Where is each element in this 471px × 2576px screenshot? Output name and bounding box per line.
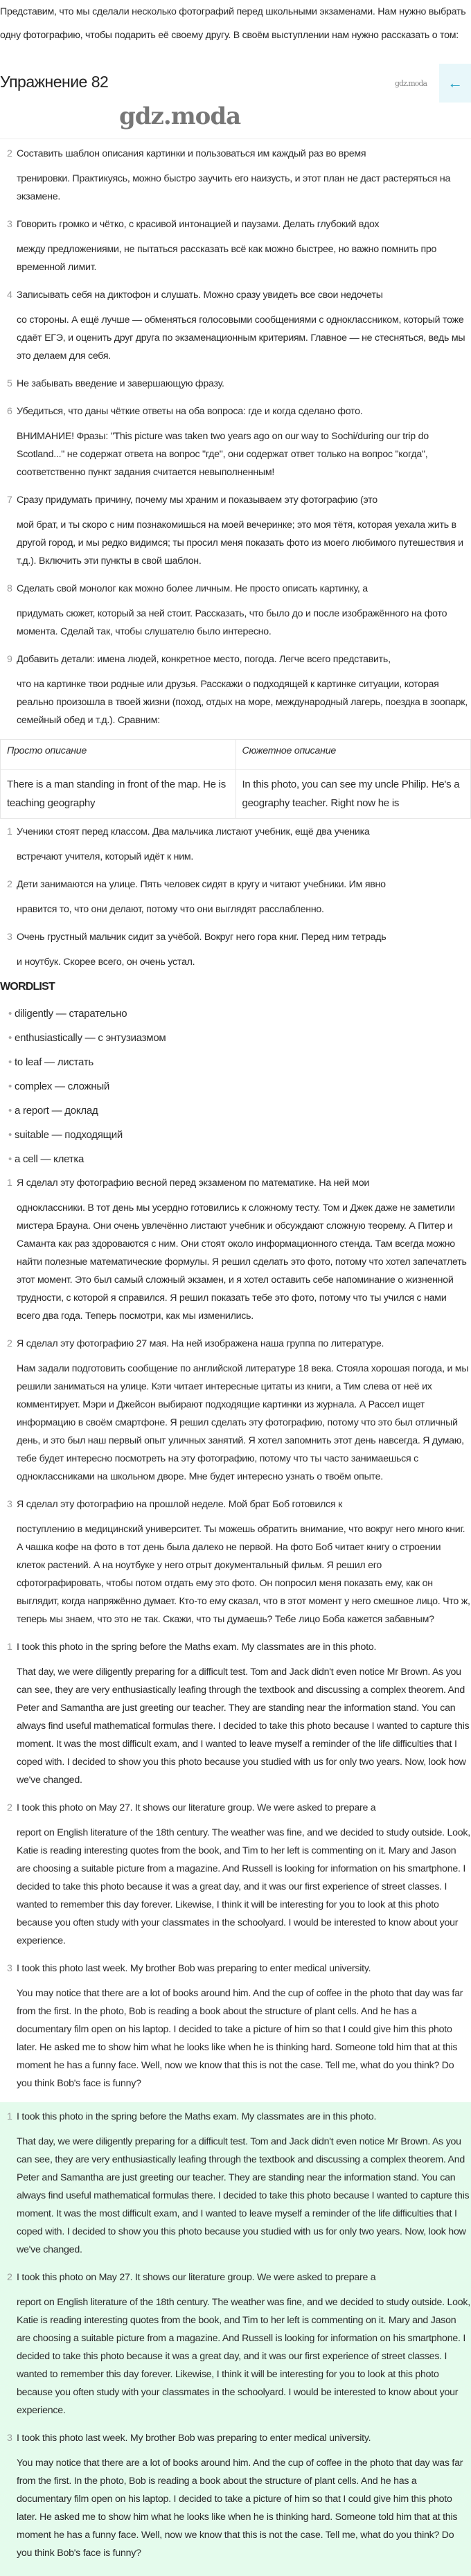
item-text: поступлению в медицинский университет. Ты можешь обратить внимание, что вокруг него много книг. А чашка кофе на фото в тот день была далеко не первой. На фото Боб читает книгу о строении клеток растений. А на ноутбуке у него отрыт документальный фильм. Я решил его сфотографировать, чтобы потом отдать ему это фото. Он попросил меня показать ему, как он выглядит, когда напряжённо думает. Кто-то ему сказал, что в этот момент у него смешное лицо. Что ж, теперь мы знаем, что это не так. Скажи, что ты думаешь? Тебе лицо Боба кажется забавным? (17, 1524, 470, 1625)
item-text: You may notice that there are a lot of books around him. And the cup of coffee in the photo that day was far from the first. In the photo, Bob is reading a book about the structure of plant cells. And he has a documentary film open on his laptop. I decided to take a picture of him so that I could give him this photo later. He asked me to show him what he looks like when he is thinking hard. Someone told him that at this moment he has a funny face. Well, now we know that this is not the case. Tell me, what do you think? Do you think Bob's face is funny? (17, 2458, 463, 2559)
wordlist-entry: complex — сложный (15, 1081, 110, 1092)
bullet-icon: • (8, 1153, 12, 1165)
tips-list (0, 145, 471, 729)
answers-english-highlighted (0, 2102, 471, 2576)
item-number: 2 (7, 879, 12, 890)
wordlist-entry: a cell — клетка (15, 1153, 85, 1165)
list-item (0, 876, 471, 918)
bullet-icon: • (8, 1081, 12, 1092)
item-first-line: Говорить громко и чётко, с красивой интонацией и паузами. Делать глубокий вдох (17, 219, 380, 230)
list-item (0, 2108, 471, 2259)
wordlist-title: WORDLIST (0, 981, 55, 993)
item-number: 2 (7, 148, 12, 159)
item-first-line: Сразу придумать причину, почему мы храним и показываем эту фотографию (это (17, 495, 377, 506)
list-item (0, 1335, 471, 1486)
item-first-line: I took this photo in the spring before the Maths exam. My classmates are in this photo. (17, 1642, 377, 1653)
item-text: нравится то, что они делают, потому что они выглядят расслабленно. (17, 904, 324, 915)
item-first-line: Я сделал эту фотографию на прошлой неделе. Мой брат Боб готовился к (17, 1499, 343, 1510)
wordlist-entry: to leaf — листать (15, 1056, 94, 1068)
item-number: 5 (7, 378, 12, 389)
item-text: одноклассники. В тот день мы усердно готовились к сложному тесту. Том и Джек даже не заметили мистера Брауна. Они очень увлечённо листают учебник и обсуждают сложную теорему. А Питер и Саманта как раз здороваются с ним. Они стоят около информационного стенда. Там всегда можно найти полезные математические формулы. Я решил сделать это фото, потому что хотел запечатлеть этот момент. Это был самый сложный экзамен, и я хотел оставить себе напоминание о жизненной трудности, с которой я справился. Я решил показать тебе это фото, потому что ты учился с нами всего два года. Теперь посмотри, как мы изменились. (17, 1202, 467, 1322)
list-item (0, 928, 471, 971)
item-first-line: I took this photo on May 27. It shows our literature group. We were asked to prepare a (17, 1802, 376, 1813)
list-item (0, 1799, 471, 1950)
item-text: report on English literature of the 18th century. The weather was fine, and we decided to study outside. Look, Katie is reading interesting quotes from the book, and Tim to her left is commenting on it. Mary and Jason are choosing a suitable picture from a magazine. And Russell is looking for information on his smartphone. I decided to take this photo because it was a great day, and it was our first experience of street classes. I wanted to remember this day forever. Likewise, I think it will be interesting for you to look at this photo because you often study with your classmates in the schoolyard. I would be interested to know about your experience. (17, 2297, 470, 2416)
item-number: 3 (7, 2433, 12, 2444)
wordlist-item (8, 1074, 471, 1099)
wordlist-entry: suitable — подходящий (15, 1129, 123, 1141)
item-first-line: I took this photo last week. My brother Bob was preparing to enter medical university. (17, 2433, 371, 2444)
item-text: со стороны. А ещё лучше — обменяться голосовыми сообщениями с одноклассником, который тоже сдаёт ЕГЭ, и оценить друг друга по экзаменационным критериям. Главное — не стесняться, ведь мы это делаем для себя. (17, 314, 465, 362)
item-text: That day, we were diligently preparing for a difficult test. Tom and Jack didn't even notice Mr Brown. As you can see, they are very enthusiastically leafing through the textbook and discussing a complex theorem. And Peter and Samantha are just greeting our teacher. They are standing near the information stand. You can always find useful mathematical formulas there. I decided to take this photo because I wanted to capture this moment. It was the most difficult exam, and I wanted to leave myself a reminder of the life difficulties that I coped with. I decided to show you this photo because you studied with us for only two years. Now, look how we've changed. (17, 1667, 470, 1786)
list-item (0, 402, 471, 481)
exercise-header (0, 62, 471, 139)
item-first-line: Ученики стоят перед классом. Два мальчика листают учебник, ещё два ученика (17, 826, 370, 837)
watermark: gdz.moda (119, 103, 241, 130)
item-text: тренировки. Практикуясь, можно быстро заучить его наизусть, и этот план не даст растеряться на экзамене. (17, 173, 451, 202)
item-number: 8 (7, 583, 12, 594)
item-first-line: Не забывать введение и завершающую фразу. (17, 378, 224, 389)
answers-english (0, 1638, 471, 2093)
item-first-line: Составить шаблон описания картинки и пользоваться им каждый раз во время (17, 148, 366, 159)
list-item (0, 580, 471, 641)
list-item (0, 1495, 471, 1628)
wordlist (0, 1002, 471, 1171)
table-cell (236, 770, 471, 819)
item-text: ВНИМАНИЕ! Фразы: "This picture was taken two years ago on our way to Sochi/during our trip do Scotland..." не содержат ответа на вопрос "где", они содержат ответ только на вопрос "когда", соответственно пункт задания считается невыполненным! (17, 431, 429, 478)
item-first-line: Я сделал эту фотографию весной перед экзаменом по математике. На ней мои (17, 1178, 370, 1189)
item-text: You may notice that there are a lot of books around him. And the cup of coffee in the photo that day was far from the first. In the photo, Bob is reading a book about the structure of plant cells. And he has a documentary film open on his laptop. I decided to take a picture of him so that I could give him this photo later. He asked me to show him what he looks like when he is thinking hard. Someone told him that at this moment he has a funny face. Well, now we know that this is not the case. Tell me, what do you think? Do you think Bob's face is funny? (17, 1988, 463, 2089)
item-number: 6 (7, 406, 12, 417)
list-item (0, 1638, 471, 1789)
wordlist-entry: diligently — старательно (15, 1008, 127, 1020)
bullet-icon: • (8, 1008, 12, 1020)
wordlist-item (8, 1147, 471, 1171)
bullet-icon: • (8, 1105, 12, 1117)
item-first-line: Добавить детали: имена людей, конкретное место, погода. Легче всего представить, (17, 654, 391, 665)
list-item (0, 286, 471, 365)
item-number: 3 (7, 219, 12, 230)
item-number: 2 (7, 1338, 12, 1349)
wordlist-entry: enthusiastically — с энтузиазмом (15, 1032, 166, 1044)
list-item (0, 1960, 471, 2093)
item-text: и ноутбук. Скорее всего, он очень устал. (17, 957, 195, 968)
item-first-line: Я сделал эту фотографию 27 мая. На ней изображена наша группа по литературе. (17, 1338, 384, 1349)
item-text: между предложениями, не пытаться рассказать всё как можно быстрее, но важно помнить про временной лимит. (17, 244, 437, 273)
arrow-left-icon: ← (447, 74, 463, 91)
page-title: Упражнение 82 (0, 73, 109, 91)
table-header: Просто описание (1, 740, 236, 770)
item-number: 1 (7, 1178, 12, 1189)
item-first-line: Дети занимаются на улице. Пять человек сидят в кругу и читают учебники. Им явно (17, 879, 386, 890)
bullet-icon: • (8, 1129, 12, 1141)
item-first-line: Очень грустный мальчик сидит за учёбой. Вокруг него гора книг. Перед ним тетрадь (17, 932, 386, 943)
item-first-line: Записывать себя на диктофон и слушать. Можно сразу увидеть все свои недочеты (17, 290, 383, 301)
list-item (0, 823, 471, 866)
list-item (0, 1174, 471, 1325)
wordlist-item (8, 1050, 471, 1074)
list-item (0, 650, 471, 729)
bullet-icon: • (8, 1056, 12, 1068)
wordlist-item (8, 1026, 471, 1050)
item-first-line: I took this photo last week. My brother Bob was preparing to enter medical university. (17, 1963, 371, 1974)
wordlist-item (8, 1123, 471, 1147)
table-cell-text: There is a man standing in front of the map. He is teaching geography (7, 779, 226, 809)
item-text: report on English literature of the 18th century. The weather was fine, and we decided to study outside. Look, Katie is reading interesting quotes from the book, and Tim to her left is commenting on it. Mary and Jason are choosing a suitable picture from a magazine. And Russell is looking for information on his smartphone. I decided to take this photo because it was a great day, and it was our first experience of street classes. I wanted to remember this day forever. Likewise, I think it will be interesting for you to look at this photo because you often study with your classmates in the schoolyard. I would be interested to know about your experience. (17, 1827, 470, 1946)
item-first-line: I took this photo in the spring before the Maths exam. My classmates are in this photo. (17, 2111, 377, 2122)
item-text: встречают учителя, который идёт к ним. (17, 851, 194, 862)
wordlist-item (8, 1099, 471, 1123)
item-number: 4 (7, 290, 12, 301)
item-text: придумать сюжет, который за ней стоит. Рассказать, что было до и после изображённого на фото момента. Сделай так, чтобы слушателю было интересно. (17, 608, 447, 637)
list-item (0, 491, 471, 570)
list-item (0, 145, 471, 206)
bullet-icon: • (8, 1032, 12, 1044)
item-number: 2 (7, 2272, 12, 2283)
wordlist-entry: a report — доклад (15, 1105, 98, 1117)
item-number: 9 (7, 654, 12, 665)
item-text: что на картинке твои родные или друзья. Расскажи о подходящей к картинке ситуации, которая реально произошла в твоей жизни (поход, отдых на море, международный лагерь, поездка в зоопарк, семейный обед и т.д.). Сравним: (17, 679, 468, 726)
table-cell (1, 770, 236, 819)
item-number: 3 (7, 1499, 12, 1510)
wordlist-item (8, 1002, 471, 1026)
list-item (0, 215, 471, 276)
comparison-table (0, 739, 471, 819)
list-item (0, 2268, 471, 2419)
watermark: gdz.moda (395, 79, 427, 88)
item-number: 1 (7, 2111, 12, 2122)
item-number: 2 (7, 1802, 12, 1813)
table-header: Сюжетное описание (236, 740, 471, 770)
item-number: 3 (7, 932, 12, 943)
list-item (0, 2429, 471, 2562)
list-item (0, 375, 471, 393)
intro-text: Представим, что мы сделали несколько фотографий перед школьными экзаменами. Нам нужно выбрать одну фотографию, чтобы подарить её своему другу. В своём выступлении нам нужно рассказать о том: (0, 6, 466, 41)
back-button[interactable] (439, 64, 471, 103)
item-first-line: Сделать свой монолог как можно более личным. Не просто описать картинку, а (17, 583, 368, 594)
item-number: 7 (7, 495, 12, 506)
item-number: 1 (7, 1642, 12, 1653)
answers-russian (0, 1174, 471, 1628)
item-number: 3 (7, 1963, 12, 1974)
item-first-line: I took this photo on May 27. It shows our literature group. We were asked to prepare a (17, 2272, 376, 2283)
item-text: That day, we were diligently preparing for a difficult test. Tom and Jack didn't even notice Mr Brown. As you can see, they are very enthusiastically leafing through the textbook and discussing a complex theorem. And Peter and Samantha are just greeting our teacher. They are standing near the information stand. You can always find useful mathematical formulas there. I decided to take this photo because I wanted to capture this moment. It was the most difficult exam, and I wanted to leave myself a reminder of the life difficulties that I coped with. I decided to show you this photo because you studied with us for only two years. Now, look how we've changed. (17, 2136, 470, 2255)
item-first-line: Убедиться, что даны чёткие ответы на оба вопроса: где и когда сделано фото. (17, 406, 363, 417)
item-text: мой брат, и ты скоро с ним познакомишься на моей вечеринке; это моя тётя, которая уехала жить в другой город, и мы редко видимся; ты просил меня показать фото из моего любимого путешествия и т.д.). Включить эти пункты в свой шаблон. (17, 519, 463, 567)
item-text: Нам задали подготовить сообщение по английской литературе 18 века. Стояла хорошая погода, и мы решили заниматься на улице. Кэти читает интересные цитаты из книги, а Тим слева от неё их комментирует. Мэри и Джейсон выбирают подходящие картинки из журнала. А Рассел ищет информацию в своём смартфоне. Я решил сделать эту фотографию, потому что это был отличный день, и это был наш первый опыт уличных занятий. Я хотел запомнить этот день навсегда. Я думаю, тебе будет интересно посмотреть на эту фотографию, потому что ты часто занимаешься с одноклассниками на школьном дворе. Мне будет интересно узнать о твоём опыте. (17, 1363, 469, 1482)
item-number: 1 (7, 826, 12, 837)
table-cell-text: In this photo, you can see my uncle Philip. He's a geography teacher. Right now he is (242, 779, 460, 809)
picture-descriptions (0, 823, 471, 971)
